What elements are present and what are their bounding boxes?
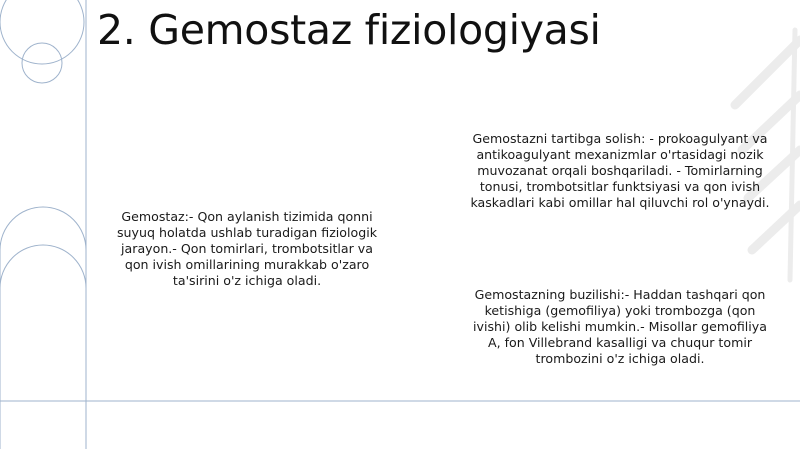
text-line: Gemostaz:- Qon aylanish tizimida qonni: [121, 209, 373, 224]
text-line: trombozini o'z ichiga oladi.: [535, 351, 705, 366]
text-block-disorders: [445, 287, 795, 367]
text-line: ivishi) olib kelishi mumkin.- Misollar gemofiliya: [473, 319, 767, 334]
text-line: kaskadlari kabi omillar hal qiluvchi rol o'ynaydi.: [470, 195, 770, 210]
circle-large: [0, 0, 84, 64]
text-line: Gemostazni tartibga solish: - prokoagulyant va: [472, 131, 768, 146]
text-line: qon ivish omillarining murakkab o'zaro: [124, 257, 370, 272]
text-line: tonusi, trombotsitlar funktsiyasi va qon ivish: [479, 179, 761, 194]
text-block-definition: [102, 209, 392, 289]
text-line: ketishiga (gemofiliya) yoki trombozga (qon: [484, 303, 756, 318]
circle-small: [22, 43, 62, 83]
text-line: antikoagulyant mexanizmlar o'rtasidagi nozik: [476, 147, 764, 162]
arch-upper: [0, 207, 86, 250]
text-block-regulation: [445, 131, 795, 211]
text-line: A, fon Villebrand kasalligi va chuqur tomir: [487, 335, 753, 350]
slide-title: 2. Gemostaz fiziologiyasi: [97, 6, 601, 54]
arch-lower: [0, 245, 86, 288]
text-line: ta'sirini o'z ichiga oladi.: [172, 273, 322, 288]
text-line: Gemostazning buzilishi:- Haddan tashqari qon: [474, 287, 766, 302]
text-line: muvozanat orqali boshqariladi. - Tomirlarning: [477, 163, 763, 178]
text-line: jarayon.- Qon tomirlari, trombotsitlar va: [121, 241, 373, 256]
text-line: suyuq holatda ushlab turadigan fiziologik: [116, 225, 377, 240]
